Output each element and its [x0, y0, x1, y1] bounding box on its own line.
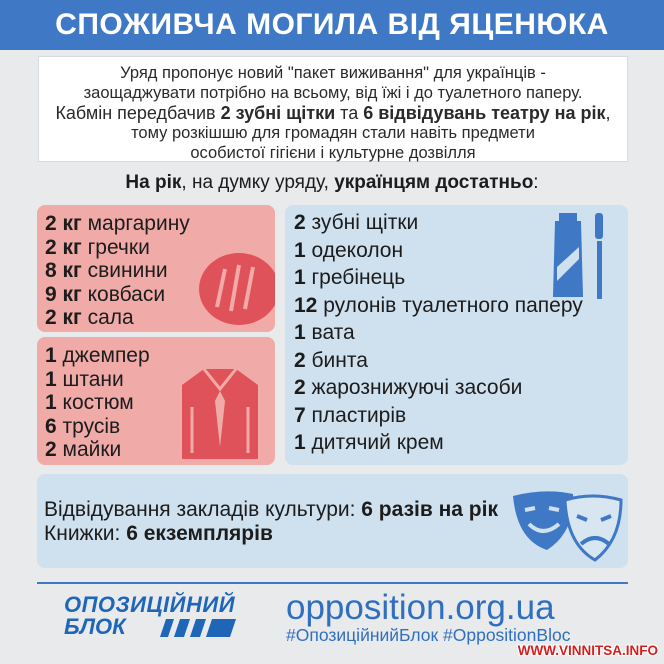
clothes-item: 1 джемпер: [45, 344, 150, 367]
section-subheading: На рік, на думку уряду, українцям достатньо:: [125, 172, 539, 193]
clothes-item: 6 трусів: [45, 414, 121, 438]
watermark: WWW.VINNITSA.INFO: [517, 643, 658, 658]
theater-masks-icon: [509, 488, 627, 564]
opposition-bloc-logo[interactable]: [64, 592, 244, 644]
clothes-item: 1 штани: [45, 367, 124, 391]
intro-line-5: особистої гігієни і культурне дозвілля: [190, 144, 476, 162]
culture-visits: Відвідування закладів культури: 6 разів на рік: [44, 498, 498, 521]
culture-books: Книжки: 6 екземплярів: [44, 522, 273, 545]
hygiene-list: [294, 209, 583, 457]
hygiene-item: 1 вата: [294, 321, 355, 344]
bread-icon: [187, 247, 275, 327]
hygiene-item: 1 одеколон: [294, 238, 404, 262]
hygiene-item: 2 зубні щітки: [294, 211, 419, 234]
hygiene-item: 2 бинта: [294, 348, 368, 372]
hygiene-item: 1 дитячий крем: [294, 431, 444, 454]
clothes-panel: [37, 337, 275, 465]
intro-line-1: Уряд пропонує новий "пакет виживання" для українців -: [120, 64, 546, 82]
logo-stripes-icon: [160, 619, 236, 637]
culture-list: [44, 498, 498, 546]
footer-divider: [37, 582, 628, 584]
clothes-item: 1 костюм: [45, 391, 134, 414]
food-item: 9 кг ковбаси: [45, 282, 166, 306]
shirt-tie-icon: [180, 367, 260, 459]
food-item: 2 кг маргарину: [45, 212, 190, 235]
clothes-list: [45, 344, 150, 462]
hygiene-item: 12 рулонів туалетного паперу: [294, 293, 583, 317]
site-link[interactable]: opposition.org.ua: [286, 588, 555, 627]
hashtags: #ОпозиційнийБлок #OppositionBloc: [286, 625, 571, 645]
food-list: [45, 212, 190, 330]
food-item: 2 кг сала: [45, 306, 134, 329]
clothes-item: 2 майки: [45, 438, 122, 461]
intro-line-4: тому розкішшю для громадян стали навіть предмети: [131, 124, 535, 142]
logo-line-1: ОПОЗИЦІЙНИЙ: [64, 592, 236, 617]
culture-panel: [37, 474, 628, 568]
hygiene-item: 1 гребінець: [294, 266, 406, 289]
page-title: СПОЖИВЧА МОГИЛА ВІД ЯЦЕНЮКА: [0, 0, 664, 50]
hygiene-item: 7 пластирів: [294, 403, 407, 427]
hygiene-panel: [285, 205, 628, 465]
hygiene-item: 2 жарознижуючі засоби: [294, 376, 523, 399]
food-item: 2 кг гречки: [45, 235, 150, 259]
food-item: 8 кг свинини: [45, 259, 168, 282]
logo-line-2: БЛОК: [64, 614, 126, 639]
food-panel: [37, 205, 275, 332]
intro-panel: [38, 56, 628, 162]
intro-line-3: Кабмін передбачив 2 зубні щітки та 6 відвідувань театру на рік,: [55, 103, 611, 123]
intro-line-2: заощаджувати потрібно на всьому, від їжі і до туалетного паперу.: [83, 84, 583, 102]
